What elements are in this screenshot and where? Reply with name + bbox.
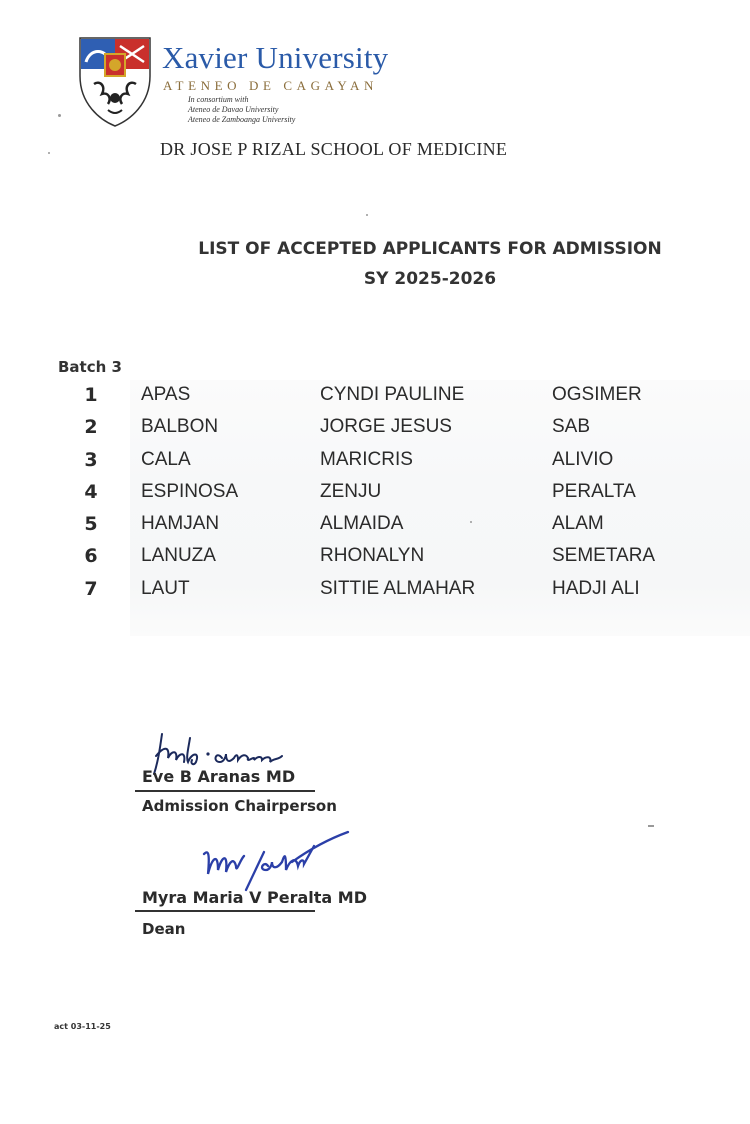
scan-speck (648, 825, 654, 827)
signature-line (135, 910, 315, 912)
applicant-number: 7 (84, 577, 98, 600)
applicant-last-name: APAS (141, 384, 191, 405)
university-subtitle: ATENEO DE CAGAYAN (163, 78, 378, 93)
applicant-last-name: CALA (141, 448, 191, 470)
dean-signature (196, 830, 356, 892)
applicant-number: 3 (84, 448, 98, 471)
list-item (0, 513, 750, 545)
consortium-line: In consortium with (188, 95, 249, 104)
applicant-last-name: ESPINOSA (141, 480, 239, 502)
applicant-first-name: RHONALYN (320, 545, 425, 567)
applicant-number: 6 (84, 545, 98, 568)
applicant-last-name: LAUT (141, 577, 190, 599)
dean-name: Myra Maria V Peralta MD (142, 888, 367, 907)
applicant-list (0, 384, 750, 610)
applicant-middle-name: SAB (552, 416, 591, 438)
list-item (0, 449, 750, 481)
consortium-line: Ateneo de Zamboanga University (188, 115, 296, 124)
applicant-last-name: HAMJAN (141, 513, 220, 535)
applicant-first-name: ALMAIDA (320, 513, 404, 535)
document-title: LIST OF ACCEPTED APPLICANTS FOR ADMISSION (198, 239, 662, 259)
dean-role: Dean (142, 920, 186, 938)
consortium-note (188, 95, 295, 125)
applicant-middle-name: ALAM (552, 513, 604, 535)
applicant-middle-name: ALIVIO (552, 448, 614, 470)
scan-speck (48, 152, 50, 154)
applicant-number: 5 (84, 513, 98, 536)
list-item (0, 578, 750, 610)
list-item (0, 481, 750, 513)
applicant-last-name: BALBON (141, 416, 219, 438)
applicant-first-name: MARICRIS (320, 448, 413, 470)
scan-speck (470, 521, 472, 523)
batch-label: Batch 3 (58, 358, 122, 376)
list-item (0, 384, 750, 416)
chairperson-name: Eve B Aranas MD (142, 767, 296, 786)
applicant-middle-name: HADJI ALI (552, 577, 640, 599)
list-item (0, 416, 750, 448)
document-code: act 03-11-25 (54, 1022, 111, 1031)
applicant-number: 1 (84, 384, 98, 406)
school-name: DR JOSE P RIZAL SCHOOL OF MEDICINE (160, 139, 508, 159)
applicant-middle-name: SEMETARA (552, 545, 656, 567)
scan-speck (58, 114, 61, 117)
school-year: SY 2025-2026 (363, 269, 497, 289)
applicant-first-name: CYNDI PAULINE (320, 384, 465, 405)
applicant-number: 4 (84, 480, 98, 503)
university-crest-logo (78, 36, 152, 128)
applicant-middle-name: OGSIMER (552, 384, 642, 405)
applicant-first-name: JORGE JESUS (320, 416, 452, 438)
consortium-line: Ateneo de Davao University (188, 105, 279, 114)
signature-line (135, 790, 315, 792)
applicant-middle-name: PERALTA (552, 480, 636, 502)
applicant-last-name: LANUZA (141, 545, 216, 567)
chairperson-role: Admission Chairperson (142, 797, 337, 815)
applicant-first-name: SITTIE ALMAHAR (320, 577, 476, 599)
university-name: Xavier University (162, 40, 389, 75)
applicant-first-name: ZENJU (320, 480, 382, 502)
scan-speck (366, 214, 368, 216)
list-item (0, 545, 750, 577)
applicant-number: 2 (84, 416, 98, 439)
